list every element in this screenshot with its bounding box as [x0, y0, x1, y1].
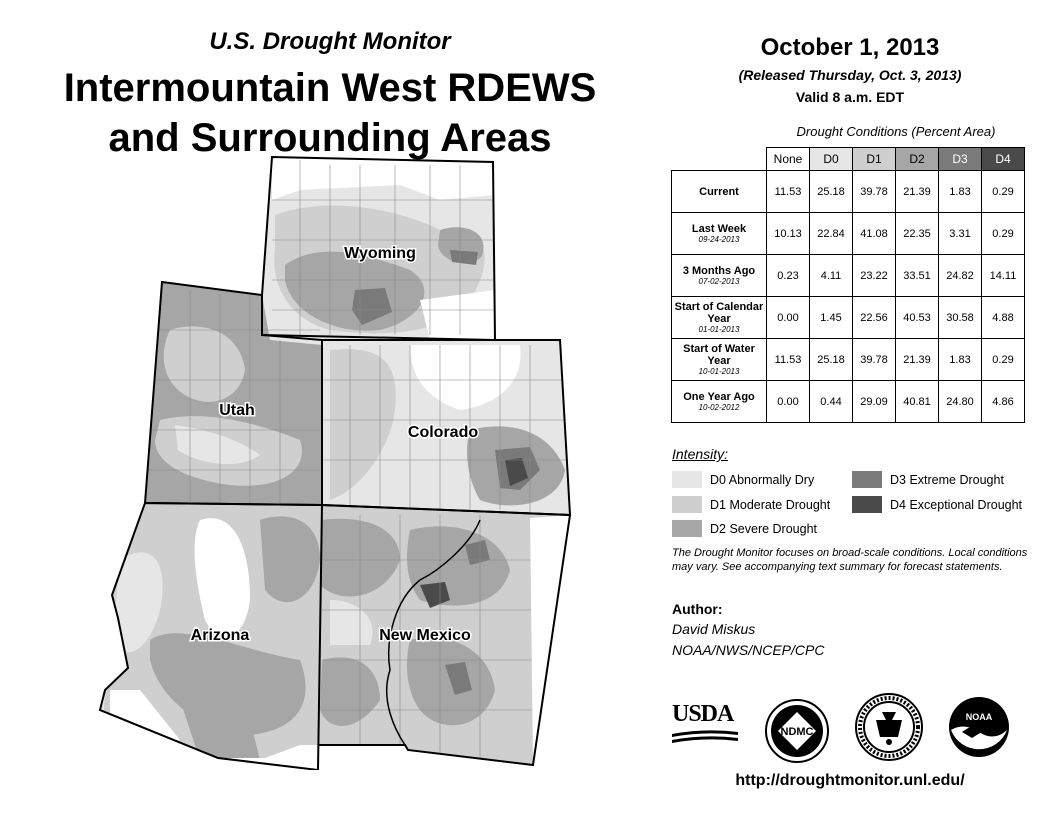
col-header-d1: D1 — [853, 148, 896, 171]
cell-value: 29.09 — [853, 381, 896, 423]
usda-logo-swoosh — [672, 726, 738, 746]
cell-value: 39.78 — [853, 171, 896, 213]
legend-item-d3 — [852, 471, 1004, 488]
source-url[interactable]: http://droughtmonitor.unl.edu/ — [735, 772, 965, 789]
cell-value: 25.18 — [810, 171, 853, 213]
state-label-colorado: Colorado — [407, 424, 479, 441]
legend-item-d4 — [852, 496, 1022, 513]
row-label: Start of Calendar Year 01-01-2013 — [672, 297, 767, 339]
table-row — [672, 255, 1025, 297]
release-date: (Released Thursday, Oct. 3, 2013) — [738, 67, 962, 83]
legend-label: D4 Exceptional Drought — [890, 497, 1023, 512]
cell-value: 30.58 — [939, 297, 982, 339]
cell-value: 11.53 — [767, 339, 810, 381]
legend-swatch — [852, 496, 882, 513]
cell-value: 33.51 — [896, 255, 939, 297]
cell-value: 25.18 — [810, 339, 853, 381]
col-header-d2: D2 — [896, 148, 939, 171]
cell-value: 0.00 — [767, 297, 810, 339]
drought-map — [0, 150, 660, 770]
table-row — [672, 171, 1025, 213]
ndmc-logo — [764, 698, 830, 764]
col-header-d0: D0 — [810, 148, 853, 171]
brand-title: U.S. Drought Monitor — [209, 28, 451, 55]
map-title-line1: Intermountain West RDEWS — [63, 66, 597, 110]
table-row — [672, 213, 1025, 255]
cell-value: 0.29 — [982, 171, 1025, 213]
cell-value: 24.80 — [939, 381, 982, 423]
cell-value: 21.39 — [896, 339, 939, 381]
cell-value: 1.83 — [939, 171, 982, 213]
state-label-new-mexico: New Mexico — [379, 627, 471, 644]
cell-value: 40.53 — [896, 297, 939, 339]
drought-conditions-table — [671, 147, 1025, 423]
cell-value: 11.53 — [767, 171, 810, 213]
legend-swatch — [852, 471, 882, 488]
legend-swatch — [672, 471, 702, 488]
cell-value: 0.00 — [767, 381, 810, 423]
cell-value: 0.44 — [810, 381, 853, 423]
report-date: October 1, 2013 — [760, 34, 940, 61]
cell-value: 39.78 — [853, 339, 896, 381]
legend-swatch — [672, 496, 702, 513]
cell-value: 3.31 — [939, 213, 982, 255]
col-header-d3: D3 — [939, 148, 982, 171]
cell-value: 24.82 — [939, 255, 982, 297]
ndmc-logo-text: NDMC — [780, 726, 814, 738]
cell-value: 4.11 — [810, 255, 853, 297]
cell-value: 4.86 — [982, 381, 1025, 423]
cell-value: 23.22 — [853, 255, 896, 297]
col-header-d4: D4 — [982, 148, 1025, 171]
table-caption: Drought Conditions (Percent Area) — [796, 124, 996, 139]
valid-time: Valid 8 a.m. EDT — [795, 89, 905, 105]
author-name: David Miskus — [672, 621, 756, 637]
table-corner — [672, 148, 767, 171]
table-header-row — [672, 148, 1025, 171]
author-org: NOAA/NWS/NCEP/CPC — [672, 642, 825, 658]
row-label: Start of Water Year 10-01-2013 — [672, 339, 767, 381]
cell-value: 0.29 — [982, 213, 1025, 255]
legend-label: D0 Abnormally Dry — [710, 472, 815, 487]
row-label: 3 Months Ago 07-02-2013 — [672, 255, 767, 297]
cell-value: 22.84 — [810, 213, 853, 255]
legend-item-d2 — [672, 520, 817, 537]
usda-logo-text: USDA — [672, 701, 734, 727]
cell-value: 22.56 — [853, 297, 896, 339]
noaa-logo — [948, 696, 1010, 758]
cell-value: 1.83 — [939, 339, 982, 381]
legend-label: D2 Severe Drought — [710, 521, 818, 536]
row-label: One Year Ago 10-02-2012 — [672, 381, 767, 423]
table-row — [672, 381, 1025, 423]
state-label-utah: Utah — [219, 402, 255, 419]
author-heading: Author: — [672, 601, 723, 617]
table-row — [672, 297, 1025, 339]
noaa-logo-text: NOAA — [965, 712, 993, 722]
table-row — [672, 339, 1025, 381]
legend-title: Intensity: — [672, 446, 729, 462]
state-label-arizona: Arizona — [190, 627, 250, 644]
cell-value: 0.23 — [767, 255, 810, 297]
legend-swatch — [672, 520, 702, 537]
state-label-wyoming: Wyoming — [344, 245, 416, 262]
cell-value: 41.08 — [853, 213, 896, 255]
legend-item-d1 — [672, 496, 830, 513]
map-title-line2: and Surrounding Areas — [108, 116, 552, 160]
row-label: Last Week 09-24-2013 — [672, 213, 767, 255]
commerce-seal — [854, 692, 924, 762]
cell-value: 21.39 — [896, 171, 939, 213]
cell-value: 0.29 — [982, 339, 1025, 381]
legend-item-d0 — [672, 471, 814, 488]
disclaimer-note: The Drought Monitor focuses on broad-scale conditions. Local conditions may vary. See accompanying text summary for forecast statements. — [672, 547, 1028, 573]
cell-value: 40.81 — [896, 381, 939, 423]
legend-label: D3 Extreme Drought — [890, 472, 1004, 487]
cell-value: 1.45 — [810, 297, 853, 339]
legend-label: D1 Moderate Drought — [710, 497, 831, 512]
row-label: Current — [672, 171, 767, 213]
col-header-none: None — [767, 148, 810, 171]
cell-value: 14.11 — [982, 255, 1025, 297]
cell-value: 4.88 — [982, 297, 1025, 339]
cell-value: 22.35 — [896, 213, 939, 255]
cell-value: 10.13 — [767, 213, 810, 255]
usda-logo — [672, 702, 738, 748]
